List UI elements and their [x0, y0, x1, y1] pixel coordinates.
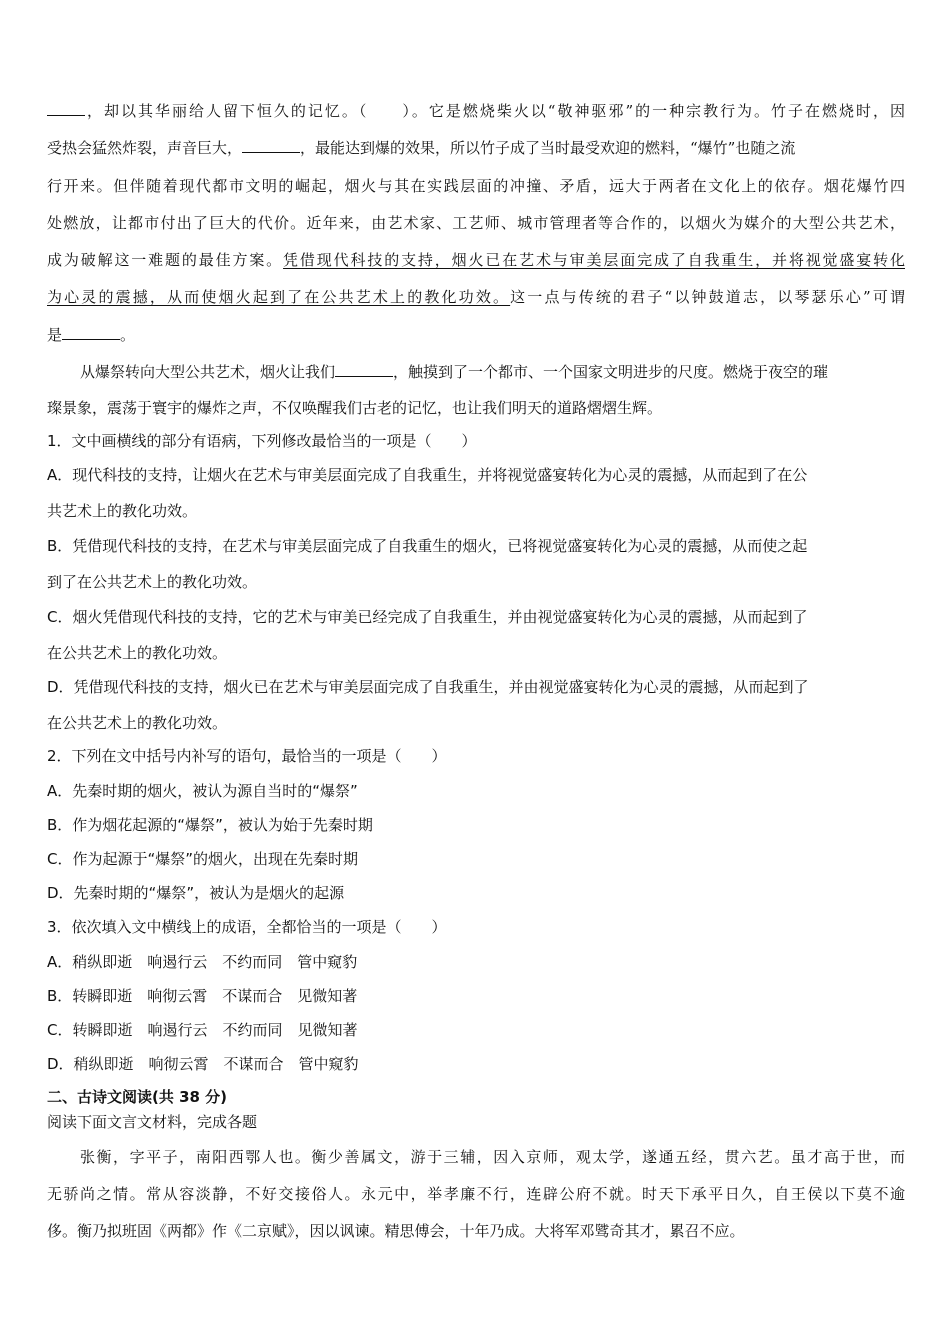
q2-option-c: C．作为起源于“爆祭”的烟火，出现在先秦时期 [47, 850, 359, 868]
fill-blank [335, 362, 393, 377]
passage-line: 处燃放，让都市付出了巨大的代价。近年来，由艺术家、工艺师、城市管理者等合作的，以烟火为媒介的大型公共艺术， [47, 214, 905, 232]
classical-text-line: 无骄尚之情。常从容淡静，不好交接俗人。永元中，举孝廉不行，连辟公府不就。时天下承平日久，自王侯以下莫不逾 [47, 1185, 905, 1203]
q1-option-b-cont: 到了在公共艺术上的教化功效。 [47, 573, 258, 591]
passage-line: 为心灵的震撼，从而使烟火起到了在公共艺术上的教化功效。这一点与传统的君子“以钟鼓道志，以琴瑟乐心”可谓 [47, 288, 905, 306]
question-1-stem: 1．文中画横线的部分有语病，下列修改最恰当的一项是（ ） [47, 432, 477, 450]
passage-line: 从爆祭转向大型公共艺术，烟火让我们 ，触摸到了一个都市、一个国家文明进步的尺度。燃烧于夜空的璀 [80, 363, 829, 381]
fill-blank [242, 138, 300, 153]
q2-option-a: A．先秦时期的烟火，被认为源自当时的“爆祭” [47, 782, 358, 800]
q3-option-b: B．转瞬即逝 响彻云霄 不谋而合 见微知著 [47, 987, 358, 1005]
q1-option-b: B．凭借现代科技的支持，在艺术与审美层面完成了自我重生的烟火，已将视觉盛宴转化为心灵的震撼，从而使之起 [47, 537, 808, 555]
q1-option-d-cont: 在公共艺术上的教化功效。 [47, 714, 228, 732]
q1-option-a: A．现代科技的支持，让烟火在艺术与审美层面完成了自我重生，并将视觉盛宴转化为心灵的震撼，从而起到了在公 [47, 466, 808, 484]
q3-option-a: A．稍纵即逝 响遏行云 不约而同 管中窥豹 [47, 953, 358, 971]
q2-option-b: B．作为烟花起源的“爆祭”，被认为始于先秦时期 [47, 816, 373, 834]
section-instruction: 阅读下面文言文材料，完成各题 [47, 1113, 258, 1131]
passage-line: 成为破解这一难题的最佳方案。凭借现代科技的支持，烟火已在艺术与审美层面完成了自我重生，并将视觉盛宴转化 [47, 251, 905, 269]
passage-line: 璨景象，震荡于寰宇的爆炸之声，不仅唤醒我们古老的记忆，也让我们明天的道路熠熠生辉。 [47, 399, 663, 417]
question-2-stem: 2．下列在文中括号内补写的语句，最恰当的一项是（ ） [47, 747, 447, 765]
q1-option-c: C．烟火凭借现代科技的支持，它的艺术与审美已经完成了自我重生，并由视觉盛宴转化为心灵的震撼，从而起到了 [47, 608, 808, 626]
fill-blank [47, 101, 85, 116]
passage-line: 受热会猛然炸裂，声音巨大， ，最能达到爆的效果，所以竹子成了当时最受欢迎的燃料，“爆竹”也随之流 [47, 139, 796, 157]
classical-text-line: 侈。衡乃拟班固《两都》作《二京赋》，因以讽谏。精思傅会，十年乃成。大将军邓骘奇其才，累召不应。 [47, 1222, 745, 1240]
section-title: 二、古诗文阅读(共 38 分) [47, 1088, 228, 1106]
q1-option-a-cont: 共艺术上的教化功效。 [47, 502, 198, 520]
passage-line: ，却以其华丽给人留下恒久的记忆。（ ）。它是燃烧柴火以“敬神驱邪”的一种宗教行为。竹子在燃烧时，因 [47, 101, 905, 121]
passage-line: 是 。 [47, 326, 136, 344]
q2-option-d: D．先秦时期的“爆祭”，被认为是烟火的起源 [47, 884, 345, 902]
q1-option-c-cont: 在公共艺术上的教化功效。 [47, 644, 228, 662]
q1-option-d: D．凭借现代科技的支持，烟火已在艺术与审美层面完成了自我重生，并由视觉盛宴转化为心灵的震撼，从而起到了 [47, 678, 809, 696]
question-3-stem: 3．依次填入文中横线上的成语，全都恰当的一项是（ ） [47, 918, 447, 936]
classical-text-line: 张衡，字平子，南阳西鄂人也。衡少善属文，游于三辅，因入京师，观太学，遂通五经，贯六艺。虽才高于世，而 [80, 1148, 905, 1166]
underlined-sentence: 凭借现代科技的支持，烟火已在艺术与审美层面完成了自我重生，并将视觉盛宴转化 [283, 251, 905, 269]
passage-line: 行开来。但伴随着现代都市文明的崛起，烟火与其在实践层面的冲撞、矛盾，远大于两者在文化上的依存。烟花爆竹四 [47, 177, 905, 195]
q3-option-c: C．转瞬即逝 响遏行云 不约而同 见微知著 [47, 1021, 358, 1039]
fill-blank [62, 325, 120, 340]
q3-option-d: D．稍纵即逝 响彻云霄 不谋而合 管中窥豹 [47, 1055, 359, 1073]
underlined-sentence: 为心灵的震撼，从而使烟火起到了在公共艺术上的教化功效。 [47, 288, 511, 306]
